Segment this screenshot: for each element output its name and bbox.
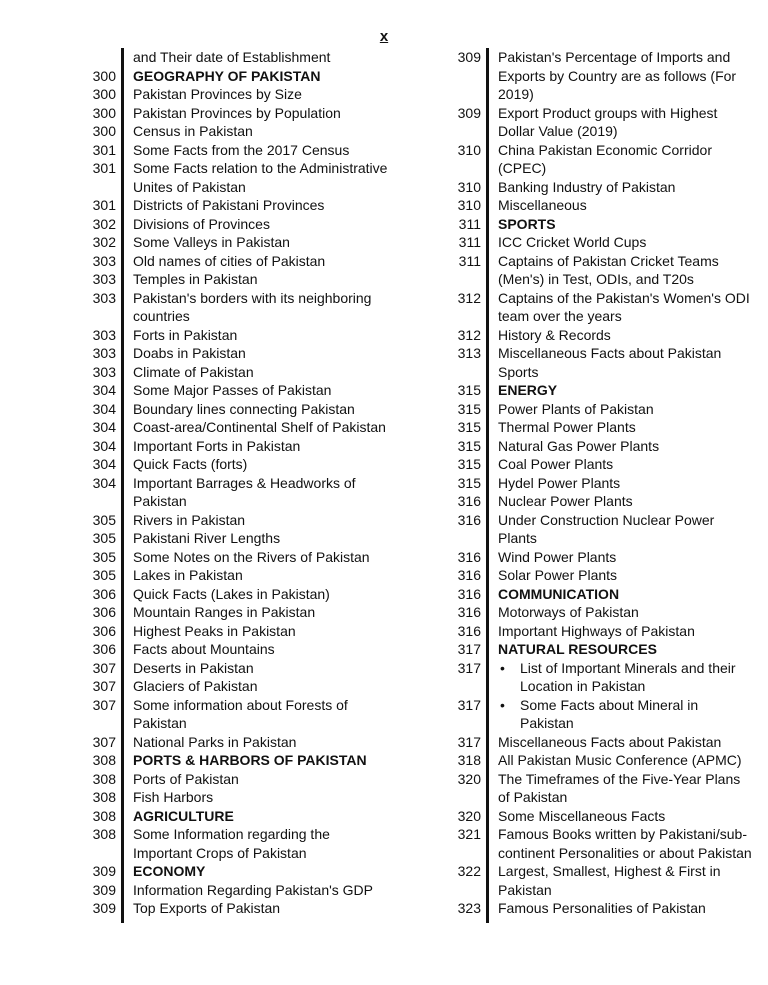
toc-page-number: 306 [92, 604, 116, 620]
toc-entry [72, 696, 390, 733]
toc-page-number: 303 [92, 326, 116, 343]
toc-entry-title: Largest, Smallest, Highest & First in Pakistan [498, 863, 721, 898]
toc-left-column [72, 48, 390, 918]
toc-entry [72, 733, 390, 752]
toc-page-number: 309 [457, 49, 481, 65]
toc-entry-title: Important Barrages & Headworks of Pakistan [133, 474, 356, 509]
toc-page-number: 302 [92, 215, 116, 232]
toc-entry-title: Forts in Pakistan [133, 326, 238, 343]
toc-page-number: 316 [457, 511, 481, 528]
toc-entry-title: Nuclear Power Plants [498, 493, 633, 509]
toc-entry [72, 677, 390, 696]
toc-page-number: 302 [92, 234, 116, 250]
toc-entry-title: Power Plants of Pakistan [498, 400, 654, 417]
toc-page-number: 312 [457, 326, 481, 343]
toc-page-number: 303 [92, 363, 116, 380]
toc-entry-title: Some Miscellaneous Facts [498, 807, 666, 824]
toc-entry [437, 807, 755, 826]
toc-page-number: 317 [457, 696, 481, 713]
toc-entry-title: Deserts in Pakistan [133, 659, 254, 676]
toc-page-number: 318 [457, 752, 481, 768]
toc-page-number: 311 [458, 215, 481, 232]
toc-entry-title: SPORTS [498, 215, 556, 232]
toc-page-number: 306 [92, 622, 116, 639]
toc-page-number: 321 [457, 826, 481, 842]
toc-entry-title: Districts of Pakistani Provinces [133, 197, 325, 213]
toc-page-number: 309 [92, 900, 116, 916]
toc-page-number: 304 [92, 382, 116, 398]
toc-entry-title: Wind Power Plants [498, 548, 617, 565]
toc-entry-title: Quick Facts (forts) [133, 456, 248, 472]
toc-entry-title: Old names of cities of Pakistan [133, 252, 326, 269]
toc-entry-title: Top Exports of Pakistan [133, 900, 281, 916]
toc-page-number: 305 [92, 548, 116, 565]
toc-entry [72, 233, 390, 252]
toc-entry [72, 289, 390, 326]
toc-entry-title: GEOGRAPHY OF PAKISTAN [133, 67, 321, 84]
toc-entry [72, 455, 390, 474]
toc-page-number: 305 [92, 530, 116, 546]
toc-page-number: 303 [92, 289, 116, 306]
toc-entry-title: Some Facts relation to the Administrative Unites of Pakistan [133, 160, 388, 195]
toc-entry [437, 326, 755, 345]
toc-page-number: 306 [92, 641, 116, 657]
toc-entry-title: Pakistan's borders with its neighboring countries [133, 289, 372, 324]
toc-page-number: 317 [457, 733, 481, 750]
toc-page-number: 301 [92, 160, 116, 176]
toc-entry [437, 48, 755, 104]
toc-entry-title: Boundary lines connecting Pakistan [133, 400, 355, 417]
toc-entry [72, 788, 390, 807]
toc-entry [72, 548, 390, 567]
toc-entry [437, 455, 755, 474]
toc-entry [437, 196, 755, 215]
toc-page-number: 301 [92, 197, 116, 213]
toc-entry-title: History & Records [498, 326, 611, 343]
toc-entry [72, 215, 390, 234]
toc-entry [72, 825, 390, 862]
toc-page-number: 305 [92, 511, 116, 528]
toc-entry-title: Some Notes on the Rivers of Pakistan [133, 548, 370, 565]
toc-page-number: 300 [92, 123, 116, 139]
toc-entry-title: National Parks in Pakistan [133, 733, 297, 750]
toc-page-number: 307 [92, 696, 116, 713]
toc-entry-title: NATURAL RESOURCES [498, 641, 657, 657]
toc-entry-title: Quick Facts (Lakes in Pakistan) [133, 585, 330, 602]
toc-page-number: 311 [458, 252, 481, 269]
toc-page-number: 320 [457, 807, 481, 824]
toc-page-number: 315 [457, 437, 481, 454]
toc-entry [437, 233, 755, 252]
toc-entry [72, 566, 390, 585]
toc-entry [72, 862, 390, 881]
toc-entry [437, 899, 755, 918]
toc-page-number: 304 [92, 437, 116, 454]
toc-page-number: 300 [92, 86, 116, 102]
toc-entry-title: Pakistani River Lengths [133, 530, 281, 546]
toc-entry [72, 326, 390, 345]
toc-page-number: 315 [457, 456, 481, 472]
toc-page-number: 309 [92, 863, 116, 879]
toc-entry [437, 289, 755, 326]
toc-page-number: 307 [92, 659, 116, 676]
toc-entry [72, 529, 390, 548]
toc-entry [72, 67, 390, 86]
toc-entry-title: Some Major Passes of Pakistan [133, 382, 332, 398]
toc-entry [72, 751, 390, 770]
toc-page-number: 322 [457, 863, 481, 879]
toc-entry [72, 899, 390, 918]
toc-entry [72, 196, 390, 215]
toc-entry [72, 659, 390, 678]
toc-entry [437, 548, 755, 567]
toc-page-number: 316 [457, 622, 481, 639]
toc-entry [437, 659, 755, 696]
toc-entry-title: Pakistan Provinces by Size [133, 86, 302, 102]
toc-page-number: 308 [92, 789, 116, 805]
toc-entry-title: Captains of the Pakistan's Women's ODI team over the years [498, 289, 750, 324]
toc-page-number: 300 [92, 67, 116, 84]
toc-entry-title: Highest Peaks in Pakistan [133, 622, 296, 639]
toc-entry [72, 159, 390, 196]
toc-entry [437, 622, 755, 641]
toc-entry-title: China Pakistan Economic Corridor (CPEC) [498, 141, 712, 176]
toc-entry [437, 474, 755, 493]
toc-entry-title: ENERGY [498, 382, 558, 398]
toc-entry [437, 418, 755, 437]
toc-page-number: 308 [92, 770, 116, 787]
toc-page-number: 310 [457, 178, 481, 195]
toc-entry [72, 400, 390, 419]
toc-entry-title: Important Highways of Pakistan [498, 622, 695, 639]
toc-entry-title: ICC Cricket World Cups [498, 234, 647, 250]
toc-entry-title: Doabs in Pakistan [133, 345, 246, 361]
toc-entry [437, 640, 755, 659]
toc-entry [72, 270, 390, 289]
toc-entry-title: Glaciers of Pakistan [133, 678, 258, 694]
toc-page-number: 316 [457, 567, 481, 583]
toc-entry-title: Coast-area/Continental Shelf of Pakistan [133, 419, 386, 435]
toc-entry [72, 252, 390, 271]
toc-entry [72, 48, 390, 67]
toc-page-number: 315 [457, 382, 481, 398]
toc-entry [437, 344, 755, 381]
toc-entry-title: Ports of Pakistan [133, 770, 239, 787]
toc-entry [72, 585, 390, 604]
toc-page-number: 308 [92, 807, 116, 824]
toc-entry [437, 751, 755, 770]
toc-entry [72, 881, 390, 900]
toc-entry-title: Some Facts from the 2017 Census [133, 141, 350, 158]
toc-entry [72, 474, 390, 511]
toc-entry [437, 862, 755, 899]
toc-entry-title: Export Product groups with Highest Dollar Value (2019) [498, 104, 718, 139]
toc-entry-title: Some Valleys in Pakistan [133, 234, 290, 250]
toc-entry-title: Motorways of Pakistan [498, 604, 639, 620]
toc-page-number: 304 [92, 456, 116, 472]
toc-page-number: 304 [92, 474, 116, 491]
toc-entry-title: • List of Important Minerals and their Location in Pakistan [498, 659, 755, 696]
toc-entry-title: Natural Gas Power Plants [498, 437, 660, 454]
toc-page-number: 310 [457, 197, 481, 213]
toc-entry-title: Famous Personalities of Pakistan [498, 900, 706, 916]
toc-entry-title: COMMUNICATION [498, 585, 620, 602]
toc-entry [437, 770, 755, 807]
toc-entry [437, 141, 755, 178]
toc-entry [72, 640, 390, 659]
toc-page-number: 316 [457, 548, 481, 565]
toc-entry [437, 511, 755, 548]
toc-entry-title: All Pakistan Music Conference (APMC) [498, 752, 742, 768]
toc-page-number: 309 [457, 104, 481, 121]
page-number: x [379, 28, 389, 45]
toc-page-number: 303 [92, 345, 116, 361]
toc-entry-title: Some information about Forests of Pakistan [133, 696, 348, 731]
toc-page-number: 315 [457, 419, 481, 435]
toc-page-number: 320 [457, 770, 481, 787]
toc-page-number: 305 [92, 567, 116, 583]
toc-entry-title: Facts about Mountains [133, 641, 275, 657]
toc-right-column [437, 48, 755, 918]
toc-entry [437, 437, 755, 456]
toc-entry [437, 733, 755, 752]
toc-entry-title: Miscellaneous [498, 197, 587, 213]
toc-entry-title: Under Construction Nuclear Power Plants [498, 511, 715, 546]
toc-page-number: 312 [457, 289, 481, 306]
toc-entry-title: PORTS & HARBORS OF PAKISTAN [133, 752, 367, 768]
toc-entry [72, 381, 390, 400]
toc-entry-title: Some Information regarding the Important Crops of Pakistan [133, 826, 330, 861]
toc-entry [437, 825, 755, 862]
toc-page-number: 316 [457, 493, 481, 509]
toc-entry-title: Solar Power Plants [498, 567, 618, 583]
toc-page-number: 300 [92, 104, 116, 121]
toc-entry [72, 85, 390, 104]
toc-entry-title: Pakistan Provinces by Population [133, 104, 341, 121]
toc-entry [437, 492, 755, 511]
toc-page-number: 301 [92, 141, 116, 158]
toc-entry-title: Coal Power Plants [498, 456, 614, 472]
toc-entry-title: Temples in Pakistan [133, 271, 258, 287]
toc-entry [72, 437, 390, 456]
toc-entry-title: Divisions of Provinces [133, 215, 270, 232]
toc-entry [437, 400, 755, 419]
toc-page-number: 316 [457, 604, 481, 620]
toc-entry-title: Information Regarding Pakistan's GDP [133, 881, 374, 898]
toc-entry-title: Climate of Pakistan [133, 363, 254, 380]
toc-entry-title: Miscellaneous Facts about Pakistan Sports [498, 345, 722, 380]
toc-page-number: 308 [92, 752, 116, 768]
toc-entry [72, 807, 390, 826]
toc-entry-title: The Timeframes of the Five-Year Plans of Pakistan [498, 770, 741, 805]
toc-entry [72, 122, 390, 141]
toc-entry-title: Mountain Ranges in Pakistan [133, 604, 316, 620]
toc-page-number: 304 [92, 419, 116, 435]
toc-entry-title: Hydel Power Plants [498, 474, 621, 491]
toc-page-number: 307 [92, 733, 116, 750]
toc-entry [72, 418, 390, 437]
toc-page-number: 308 [92, 826, 116, 842]
toc-page-number: 317 [457, 641, 481, 657]
toc-page-number: 310 [457, 141, 481, 158]
toc-page-number: 303 [92, 271, 116, 287]
toc-page-number: 311 [458, 234, 481, 250]
toc-entry-title: and Their date of Establishment [133, 49, 331, 65]
toc-entry-title: Miscellaneous Facts about Pakistan [498, 733, 722, 750]
toc-entry-title: ECONOMY [133, 863, 206, 879]
toc-entry-title: Lakes in Pakistan [133, 567, 243, 583]
toc-entry-title: Pakistan's Percentage of Imports and Exports by Country are as follows (For 2019) [498, 49, 737, 102]
toc-entry-title: Rivers in Pakistan [133, 511, 246, 528]
toc-page-number: 316 [457, 585, 481, 602]
toc-entry-title: AGRICULTURE [133, 807, 234, 824]
toc-entry [72, 603, 390, 622]
toc-page-number: 313 [457, 345, 481, 361]
toc-entry-title: Banking Industry of Pakistan [498, 178, 676, 195]
toc-page-number: 306 [92, 585, 116, 602]
toc-page-number: 317 [457, 659, 481, 676]
toc-entry [437, 215, 755, 234]
toc-entry [437, 696, 755, 733]
toc-entry [72, 141, 390, 160]
toc-page-number: 315 [457, 474, 481, 491]
toc-entry [437, 603, 755, 622]
toc-entry [72, 363, 390, 382]
toc-entry [437, 566, 755, 585]
toc-page-number: 303 [92, 252, 116, 269]
toc-page-number: 309 [92, 881, 116, 898]
toc-entry [72, 344, 390, 363]
toc-entry-title: Census in Pakistan [133, 123, 253, 139]
toc-entry [437, 381, 755, 400]
toc-entry [437, 585, 755, 604]
toc-entry-title: Captains of Pakistan Cricket Teams (Men's) in Test, ODIs, and T20s [498, 252, 719, 287]
toc-entry [437, 178, 755, 197]
toc-entry-title: Important Forts in Pakistan [133, 437, 301, 454]
toc-entry [72, 770, 390, 789]
toc-page-number: 323 [457, 900, 481, 916]
toc-entry [72, 104, 390, 123]
toc-entry-title: Famous Books written by Pakistani/sub-continent Personalities or about Pakistan [498, 826, 752, 861]
toc-entry [72, 622, 390, 641]
toc-entry-title: • Some Facts about Mineral in Pakistan [498, 696, 755, 733]
toc-entry [437, 104, 755, 141]
toc-entry-title: Fish Harbors [133, 789, 214, 805]
toc-entry-title: Thermal Power Plants [498, 419, 636, 435]
toc-entry [437, 252, 755, 289]
toc-page-number: 304 [92, 400, 116, 417]
toc-page-number: 307 [92, 678, 116, 694]
toc-page-number: 315 [457, 400, 481, 417]
toc-entry [72, 511, 390, 530]
